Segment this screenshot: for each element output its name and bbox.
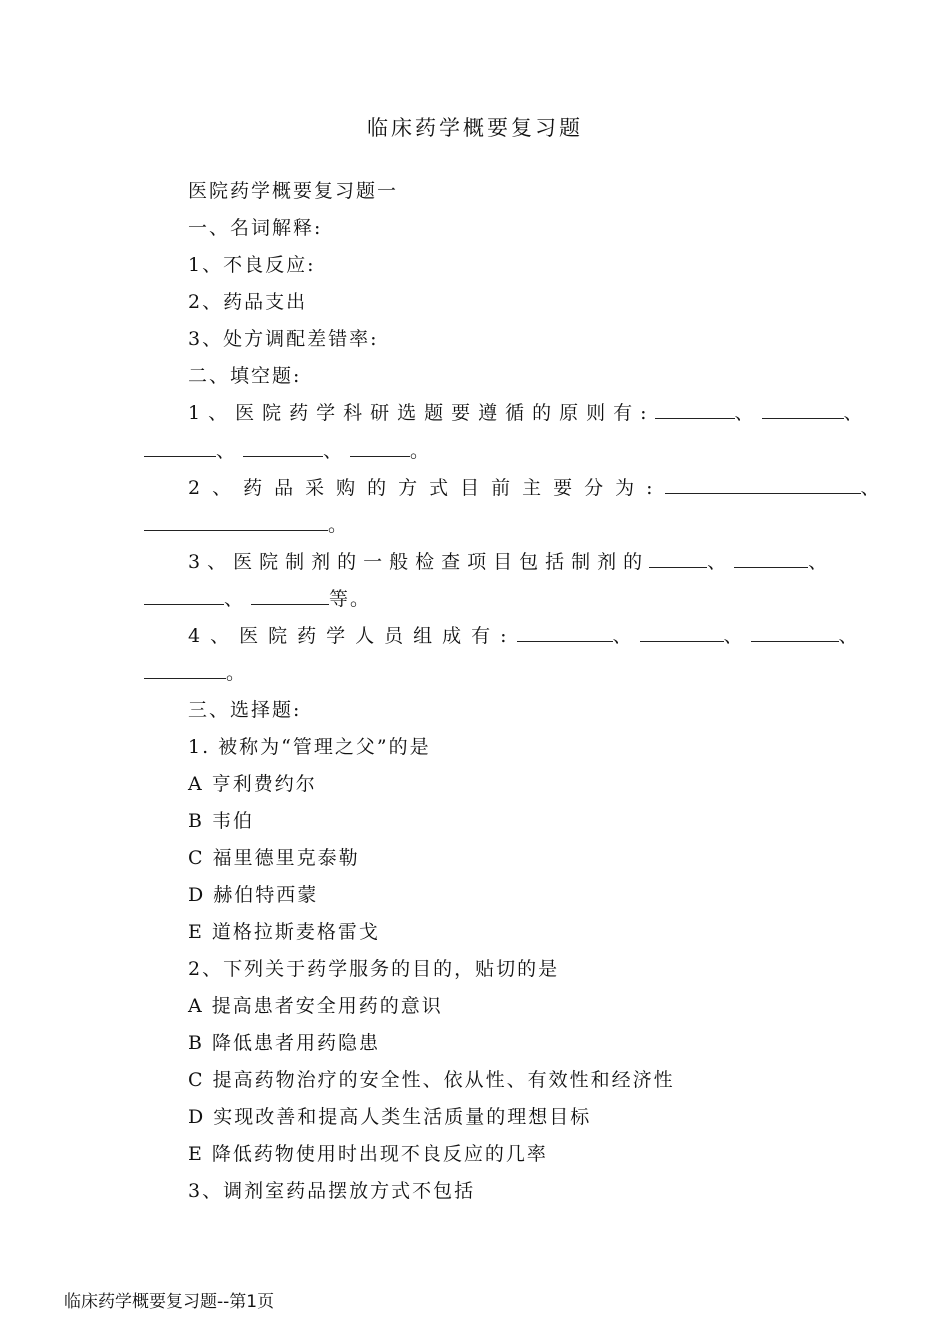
choice-option: A 亨利费约尔 (188, 773, 317, 795)
separator: 、 (612, 625, 634, 647)
answer-blank (144, 588, 224, 605)
answer-blank (243, 440, 323, 457)
fill-question-text: 1、医院药学科研选题要遵循的原则有: (188, 402, 655, 424)
fill-question-text: 4、医院药学人员组成有: (188, 625, 517, 647)
choice-option: A 提高患者安全用药的意识 (188, 995, 443, 1017)
choice-option: B 降低患者用药隐患 (188, 1032, 381, 1054)
period: 。 (328, 514, 350, 536)
fill-question-end: 等。 (329, 588, 372, 610)
section-heading-choice: 三、选择题: (188, 699, 302, 721)
choice-option: D 实现改善和提高人类生活质量的理想目标 (188, 1106, 592, 1128)
answer-blank (350, 440, 410, 457)
fill-question-2-cont (144, 510, 349, 537)
fill-question-4 (188, 621, 860, 648)
choice-question-1: 1. 被称为“管理之父”的是 (188, 736, 431, 758)
fill-question-1 (188, 398, 865, 425)
choice-option: B 韦伯 (188, 810, 255, 832)
fill-question-text: 3、医院制剂的一般检查项目包括制剂的 (188, 551, 650, 573)
period: 。 (226, 662, 248, 684)
separator: 、 (707, 551, 729, 573)
fill-question-3 (188, 547, 829, 574)
term-item: 3、处方调配差错率: (188, 328, 379, 350)
answer-blank (751, 625, 839, 642)
fill-question-text: 2、药品采购的方式目前主要分为: (188, 477, 665, 499)
fill-question-4-cont (144, 658, 247, 685)
section-heading-fill: 二、填空题: (188, 365, 302, 387)
answer-blank (144, 662, 226, 679)
term-item: 2、药品支出 (188, 291, 308, 313)
separator: 、 (838, 625, 860, 647)
choice-option: C 提高药物治疗的安全性、依从性、有效性和经济性 (188, 1069, 675, 1091)
choice-option: D 赫伯特西蒙 (188, 884, 319, 906)
answer-blank (649, 551, 707, 568)
answer-blank (144, 440, 216, 457)
choice-question-3: 3、调剂室药品摆放方式不包括 (188, 1180, 476, 1202)
answer-blank (640, 625, 724, 642)
fill-question-2 (188, 473, 882, 500)
choice-question-2: 2、下列关于药学服务的目的，贴切的是 (188, 958, 560, 980)
answer-blank (251, 588, 329, 605)
section-heading-terms: 一、名词解释: (188, 217, 323, 239)
separator: 、 (723, 625, 745, 647)
separator: 、 (216, 440, 238, 462)
answer-blank (517, 625, 613, 642)
answer-blank (655, 402, 735, 419)
fill-question-3-cont (144, 584, 371, 611)
choice-option: C 福里德里克泰勒 (188, 847, 360, 869)
answer-blank (762, 402, 844, 419)
answer-blank (665, 477, 861, 494)
separator: 、 (843, 402, 865, 424)
subtitle: 医院药学概要复习题一 (188, 180, 399, 202)
separator: 、 (224, 588, 246, 610)
separator: 、 (860, 477, 882, 499)
fill-question-1-cont (144, 436, 431, 463)
separator: 、 (323, 440, 345, 462)
choice-option: E 道格拉斯麦格雷戈 (188, 921, 380, 943)
document-title: 临床药学概要复习题 (367, 116, 583, 140)
separator: 、 (808, 551, 830, 573)
separator: 、 (734, 402, 756, 424)
term-item: 1、不良反应: (188, 254, 316, 276)
page-footer: 临床药学概要复习题--第1页 (64, 1292, 275, 1312)
period: 。 (410, 440, 432, 462)
answer-blank (144, 514, 328, 531)
answer-blank (734, 551, 808, 568)
choice-option: E 降低药物使用时出现不良反应的几率 (188, 1143, 548, 1165)
